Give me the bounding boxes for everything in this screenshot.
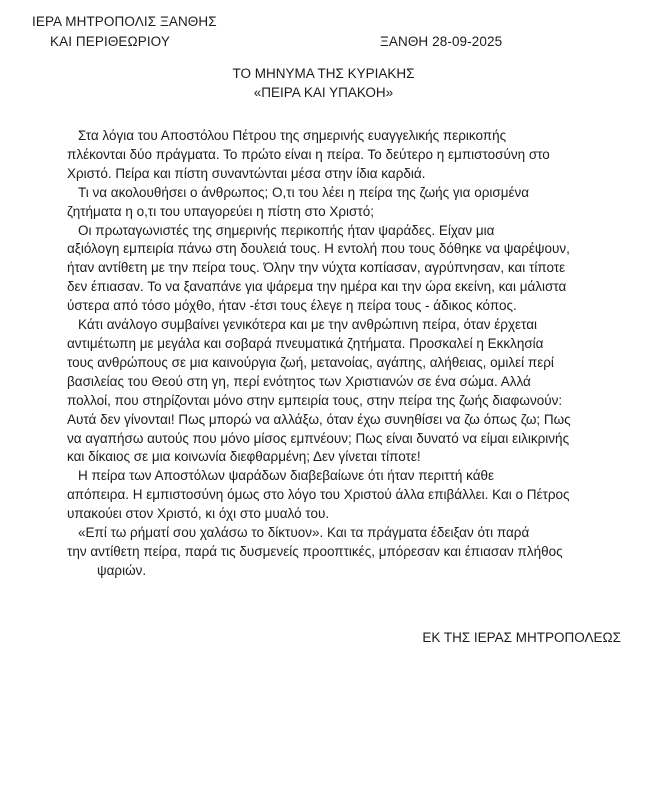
body-line: αξιόλογη εμπειρία πάνω στη δουλειά τους. Η εντολή που τους δόθηκε να ψαρέψουν, [67, 241, 570, 257]
header-organization-line2: ΚΑΙ ΠΕΡΙΘΕΩΡΙΟΥ [50, 34, 170, 49]
body-line: Κάτι ανάλογο συμβαίνει γενικότερα και με την ανθρώπινη πείρα, όταν έρχεται [78, 317, 538, 333]
body-line: Η πείρα των Αποστόλων ψαράδων διαβεβαίωνε ότι ήταν περιττή κάθε [78, 468, 495, 484]
signature: ΕΚ ΤΗΣ ΙΕΡΑΣ ΜΗΤΡΟΠΟΛΕΩΣ [422, 630, 621, 645]
body-text [67, 127, 623, 581]
header-place-date: ΞΑΝΘΗ 28-09-2025 [380, 34, 503, 49]
body-line: δεν έπιασαν. Το να ξαναπάνε για ψάρεμα την ημέρα και την ώρα εκείνη, και μάλιστα [67, 279, 567, 295]
body-line: βασιλείας του Θεού στη γη, περί ενότητος των Χριστιανών σε ένα σώμα. Αλλά [67, 373, 531, 389]
header-organization-line1: ΙΕΡΑ ΜΗΤΡΟΠΟΛΙΣ ΞΑΝΘΗΣ [32, 14, 217, 29]
body-line: Οι πρωταγωνιστές της σημερινής περικοπής ήταν ψαράδες. Είχαν μια [78, 222, 495, 238]
body-line: πλέκονται δύο πράγματα. Το πρώτο είναι η πείρα. Το δεύτερο η εμπιστοσύνη στο [67, 146, 550, 162]
body-line: υπακούει στον Χριστό, κι όχι στο μυαλό του. [67, 506, 330, 522]
body-line: τους ανθρώπους σε μια καινούργια ζωή, μετανοίας, αγάπης, αλήθειας, ομιλεί περί [67, 354, 554, 370]
body-line: ζητήματα η ο,τι του υπαγορεύει η πίστη στο Χριστό; [67, 203, 374, 219]
body-line: Χριστό. Πείρα και πίστη συναντώνται μέσα στην ίδια καρδιά. [67, 165, 426, 181]
body-line: την αντίθετη πείρα, παρά τις δυσμενείς προοπτικές, μπόρεσαν και έπιασαν πλήθος [67, 543, 563, 559]
body-line: να αγαπήσω αυτούς που μόνο μίσος εμπνέουν; Πως είναι δυνατό να είμαι ειλικρινής [67, 430, 570, 446]
body-line: πολλοί, που στηρίζονται μόνο στην εμπειρία τους, στην πείρα της ζωής διαφωνούν: [67, 392, 563, 408]
body-line: ψαριών. [97, 562, 147, 578]
body-line: αντιμέτωπη με μεγάλα και σοβαρά πνευματικά ζητήματα. Προσκαλεί η Εκκλησία [67, 335, 544, 351]
body-line: Στα λόγια του Αποστόλου Πέτρου της σημερινής ευαγγελικής περικοπής [78, 128, 507, 143]
body-line: Τι να ακολουθήσει ο άνθρωπος; Ο,τι του λέει η πείρα της ζωής για ορισμένα [78, 184, 530, 200]
body-line: απόπειρα. Η εμπιστοσύνη όμως στο λόγο του Χριστού άλλα επιβάλλει. Και ο Πέτρος [67, 487, 570, 503]
body-line: «Επί τω ρήματί σου χαλάσω το δίκτυον». Και τα πράγματα έδειξαν ότι παρά [78, 525, 530, 541]
document-title: ΤΟ ΜΗΝΥΜΑ ΤΗΣ ΚΥΡΙΑΚΗΣ [232, 66, 415, 81]
body-line: ύστερα από τόσο μόχθο, ήταν -έτσι τους έλεγε η πείρα τους - άδικος κόπος. [67, 298, 517, 314]
document-subtitle: «ΠΕΙΡΑ ΚΑΙ ΥΠΑΚΟΗ» [253, 85, 394, 100]
body-line: Αυτά δεν γίνονται! Πως μπορώ να αλλάξω, όταν έχω συνηθίσει να ζω όπως ζω; Πως [67, 411, 571, 427]
body-line: ήταν αντίθετη με την πείρα τους. Όλην την νύχτα κοπίασαν, αγρύπνησαν, και τίποτε [67, 260, 566, 276]
body-line: και δίκαιος σε μια κοινωνία διεφθαρμένη; Δεν γίνεται τίποτε! [67, 449, 421, 465]
